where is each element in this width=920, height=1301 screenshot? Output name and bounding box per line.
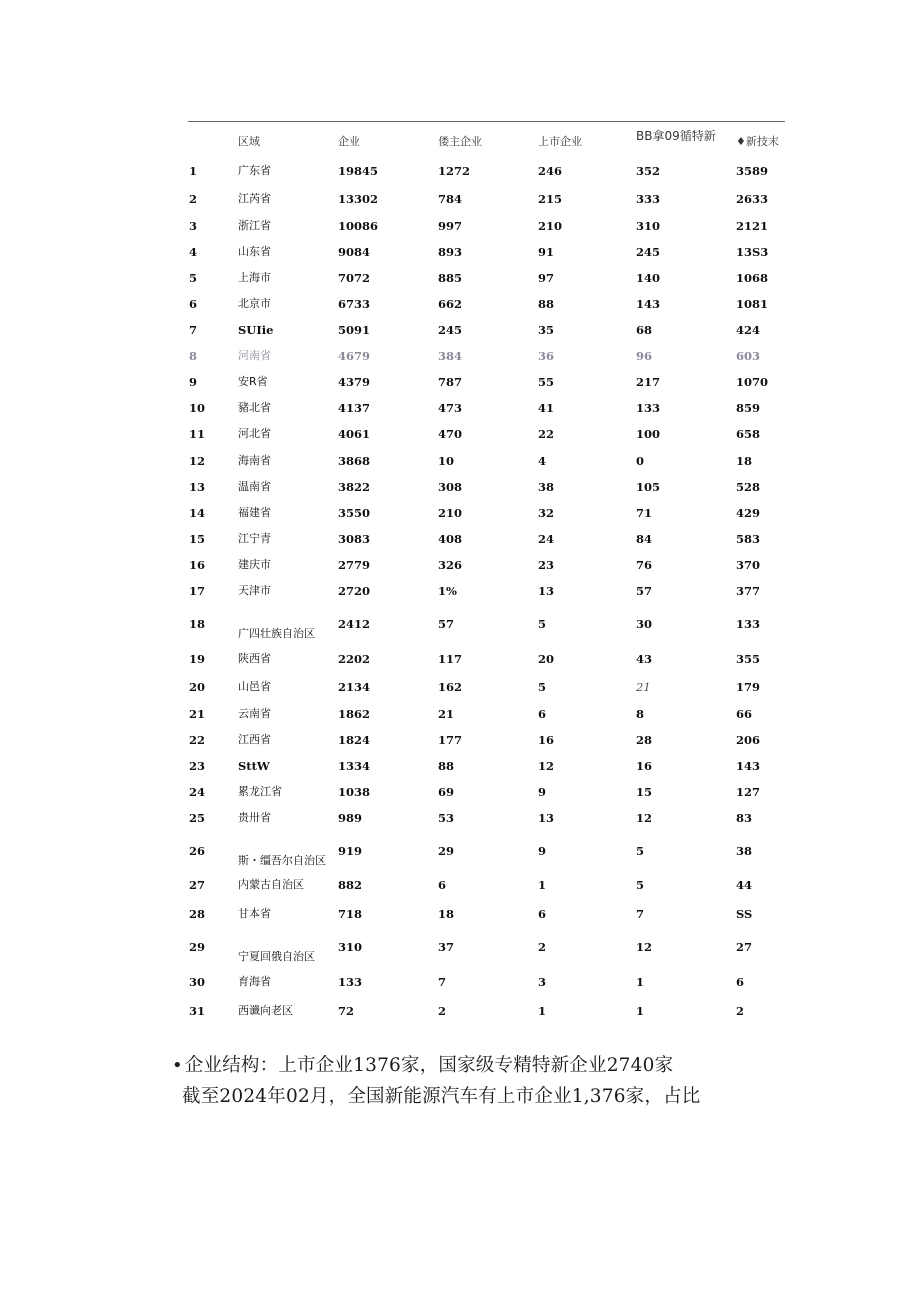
cell-rank: 7	[189, 323, 198, 337]
cell-high-tech: 27	[736, 940, 753, 954]
cell-key-enterprises: 21	[438, 707, 455, 721]
cell-key-enterprises: 893	[438, 245, 463, 259]
cell-enterprises: 718	[338, 907, 363, 921]
cell-specialized: 96	[636, 349, 653, 363]
cell-specialized: 140	[636, 271, 661, 285]
cell-listed: 91	[538, 245, 555, 259]
header-specialized: BB拿09循特新	[636, 129, 716, 143]
cell-key-enterprises: 384	[438, 349, 463, 363]
cell-key-enterprises: 473	[438, 401, 463, 415]
cell-rank: 2	[189, 192, 198, 206]
cell-region: 江西省	[238, 733, 271, 746]
cell-enterprises: 4679	[338, 349, 371, 363]
cell-specialized: 1	[636, 975, 645, 989]
cell-rank: 11	[189, 427, 206, 441]
cell-enterprises: 3868	[338, 454, 371, 468]
cell-listed: 16	[538, 733, 555, 747]
paragraph-line-1	[172, 1051, 673, 1077]
paragraph-line-2: 截至2024年02月，全国新能源汽车有上市企业1,376家，占比	[182, 1086, 701, 1107]
table-row	[0, 784, 920, 806]
cell-enterprises: 2779	[338, 558, 371, 572]
cell-specialized: 133	[636, 401, 661, 415]
header-enterprises: 企业	[338, 135, 360, 148]
cell-specialized: 7	[636, 907, 645, 921]
cell-high-tech: SS	[736, 907, 753, 921]
cell-listed: 5	[538, 680, 547, 694]
cell-listed: 38	[538, 480, 555, 494]
cell-region: 陕西省	[238, 652, 271, 665]
cell-specialized: 12	[636, 811, 653, 825]
cell-high-tech: 133	[736, 617, 761, 631]
table-row	[0, 906, 920, 928]
cell-enterprises: 10086	[338, 219, 379, 233]
cell-region: 云南省	[238, 707, 271, 720]
cell-region: 西谶向老区	[238, 1004, 293, 1017]
cell-region: 斯・缰吾尔自治区	[238, 854, 326, 867]
table-row	[0, 479, 920, 501]
table-row	[0, 877, 920, 899]
cell-high-tech: 355	[736, 652, 761, 666]
cell-key-enterprises: 2	[438, 1004, 447, 1018]
cell-rank: 25	[189, 811, 206, 825]
cell-region: 豬北省	[238, 401, 271, 414]
cell-enterprises: 2720	[338, 584, 371, 598]
table-row	[0, 426, 920, 448]
cell-rank: 18	[189, 617, 206, 631]
cell-specialized: 84	[636, 532, 653, 546]
cell-high-tech: 2	[736, 1004, 745, 1018]
header-key-enterprises: 偻主企业	[438, 135, 482, 148]
cell-high-tech: 179	[736, 680, 761, 694]
table-row	[0, 296, 920, 318]
bullet-icon: •	[172, 1055, 183, 1076]
cell-listed: 215	[538, 192, 563, 206]
cell-enterprises: 4379	[338, 375, 371, 389]
cell-rank: 16	[189, 558, 206, 572]
cell-rank: 31	[189, 1004, 206, 1018]
cell-enterprises: 882	[338, 878, 363, 892]
cell-listed: 6	[538, 707, 547, 721]
cell-high-tech: 2633	[736, 192, 769, 206]
table-row	[0, 531, 920, 553]
cell-listed: 246	[538, 164, 563, 178]
cell-enterprises: 5091	[338, 323, 371, 337]
cell-region: 内蒙古自治区	[238, 878, 304, 891]
cell-listed: 2	[538, 940, 547, 954]
cell-key-enterprises: 177	[438, 733, 463, 747]
cell-listed: 9	[538, 844, 547, 858]
cell-high-tech: 3589	[736, 164, 769, 178]
cell-key-enterprises: 29	[438, 844, 455, 858]
cell-enterprises: 1038	[338, 785, 371, 799]
table-row	[0, 843, 920, 865]
cell-key-enterprises: 662	[438, 297, 463, 311]
cell-enterprises: 989	[338, 811, 363, 825]
cell-region: SUIie	[238, 323, 274, 337]
cell-region: 山邑省	[238, 680, 271, 693]
cell-key-enterprises: 117	[438, 652, 463, 666]
cell-specialized: 21	[636, 680, 651, 694]
cell-high-tech: 603	[736, 349, 761, 363]
cell-enterprises: 2202	[338, 652, 371, 666]
cell-rank: 28	[189, 907, 206, 921]
cell-rank: 12	[189, 454, 206, 468]
table-row	[0, 557, 920, 579]
cell-rank: 29	[189, 940, 206, 954]
cell-high-tech: 6	[736, 975, 745, 989]
cell-key-enterprises: 885	[438, 271, 463, 285]
cell-specialized: 30	[636, 617, 653, 631]
cell-high-tech: 18	[736, 454, 753, 468]
cell-key-enterprises: 69	[438, 785, 455, 799]
cell-rank: 27	[189, 878, 206, 892]
cell-region: 宁夏回俄自治区	[238, 950, 315, 963]
cell-region: 甘本省	[238, 907, 271, 920]
cell-region: 江宁青	[238, 532, 271, 545]
cell-specialized: 5	[636, 878, 645, 892]
cell-specialized: 57	[636, 584, 653, 598]
cell-listed: 5	[538, 617, 547, 631]
cell-specialized: 12	[636, 940, 653, 954]
cell-high-tech: 859	[736, 401, 761, 415]
cell-rank: 13	[189, 480, 206, 494]
cell-listed: 3	[538, 975, 547, 989]
header-region: 区域	[238, 135, 260, 148]
cell-region: 累龙江省	[238, 785, 282, 798]
table-row	[0, 348, 920, 370]
cell-rank: 15	[189, 532, 206, 546]
cell-region: 建庆市	[238, 558, 271, 571]
cell-listed: 1	[538, 1004, 547, 1018]
cell-region: 安R省	[238, 375, 268, 388]
cell-listed: 210	[538, 219, 563, 233]
table-row	[0, 218, 920, 240]
cell-listed: 36	[538, 349, 555, 363]
cell-high-tech: 377	[736, 584, 761, 598]
cell-specialized: 71	[636, 506, 653, 520]
cell-enterprises: 72	[338, 1004, 355, 1018]
cell-specialized: 100	[636, 427, 661, 441]
cell-high-tech: 658	[736, 427, 761, 441]
header-listed-enterprises: 上市企业	[538, 135, 582, 148]
cell-specialized: 217	[636, 375, 661, 389]
cell-key-enterprises: 57	[438, 617, 455, 631]
cell-listed: 88	[538, 297, 555, 311]
table-row	[0, 270, 920, 292]
table-row	[0, 732, 920, 754]
cell-region: 福建省	[238, 506, 271, 519]
cell-high-tech: 429	[736, 506, 761, 520]
cell-rank: 9	[189, 375, 198, 389]
cell-key-enterprises: 210	[438, 506, 463, 520]
cell-enterprises: 19845	[338, 164, 379, 178]
cell-specialized: 76	[636, 558, 653, 572]
cell-specialized: 8	[636, 707, 645, 721]
cell-listed: 13	[538, 584, 555, 598]
cell-key-enterprises: 308	[438, 480, 463, 494]
table-row	[0, 758, 920, 780]
cell-specialized: 43	[636, 652, 653, 666]
cell-key-enterprises: 245	[438, 323, 463, 337]
cell-specialized: 15	[636, 785, 653, 799]
table-row	[0, 706, 920, 728]
table-row	[0, 679, 920, 701]
table-row	[0, 810, 920, 832]
cell-enterprises: 133	[338, 975, 363, 989]
cell-region: 育海省	[238, 975, 271, 988]
cell-rank: 26	[189, 844, 206, 858]
cell-rank: 21	[189, 707, 206, 721]
cell-specialized: 0	[636, 454, 645, 468]
table-row	[0, 244, 920, 266]
cell-key-enterprises: 1%	[438, 584, 457, 598]
cell-rank: 5	[189, 271, 198, 285]
cell-key-enterprises: 784	[438, 192, 463, 206]
cell-high-tech: 424	[736, 323, 761, 337]
cell-key-enterprises: 18	[438, 907, 455, 921]
cell-enterprises: 1334	[338, 759, 371, 773]
paragraph-line-1-text: 企业结构：上市企业1376家，国家级专精特新企业2740家	[184, 1055, 674, 1076]
table-row	[0, 400, 920, 422]
header-high-tech: ♦新技末	[736, 135, 779, 148]
cell-high-tech: 44	[736, 878, 753, 892]
cell-listed: 20	[538, 652, 555, 666]
cell-rank: 23	[189, 759, 206, 773]
cell-key-enterprises: 787	[438, 375, 463, 389]
cell-listed: 13	[538, 811, 555, 825]
cell-enterprises: 1824	[338, 733, 371, 747]
cell-key-enterprises: 470	[438, 427, 463, 441]
cell-listed: 41	[538, 401, 555, 415]
cell-high-tech: 143	[736, 759, 761, 773]
table-row	[0, 191, 920, 213]
cell-listed: 6	[538, 907, 547, 921]
cell-listed: 32	[538, 506, 555, 520]
cell-key-enterprises: 997	[438, 219, 463, 233]
cell-enterprises: 1862	[338, 707, 371, 721]
cell-high-tech: 583	[736, 532, 761, 546]
table-row	[0, 374, 920, 396]
cell-region: 河南省	[238, 349, 271, 362]
cell-listed: 22	[538, 427, 555, 441]
cell-rank: 1	[189, 164, 198, 178]
cell-region: 贵卅省	[238, 811, 271, 824]
cell-listed: 12	[538, 759, 555, 773]
cell-listed: 23	[538, 558, 555, 572]
cell-listed: 35	[538, 323, 555, 337]
cell-high-tech: 206	[736, 733, 761, 747]
cell-specialized: 16	[636, 759, 653, 773]
cell-key-enterprises: 6	[438, 878, 447, 892]
cell-key-enterprises: 37	[438, 940, 455, 954]
cell-region: 江芮省	[238, 192, 271, 205]
cell-key-enterprises: 10	[438, 454, 455, 468]
cell-region: 广东省	[238, 164, 271, 177]
cell-region: 海南省	[238, 454, 271, 467]
cell-enterprises: 3822	[338, 480, 371, 494]
cell-rank: 19	[189, 652, 206, 666]
cell-rank: 24	[189, 785, 206, 799]
cell-enterprises: 7072	[338, 271, 371, 285]
cell-high-tech: 127	[736, 785, 761, 799]
cell-enterprises: 9084	[338, 245, 371, 259]
cell-enterprises: 2134	[338, 680, 371, 694]
cell-enterprises: 4137	[338, 401, 371, 415]
cell-high-tech: 528	[736, 480, 761, 494]
cell-region: SttW	[238, 759, 270, 773]
cell-key-enterprises: 53	[438, 811, 455, 825]
cell-rank: 20	[189, 680, 206, 694]
cell-rank: 30	[189, 975, 206, 989]
cell-region: 河北省	[238, 427, 271, 440]
cell-listed: 24	[538, 532, 555, 546]
cell-listed: 97	[538, 271, 555, 285]
cell-high-tech: 83	[736, 811, 753, 825]
cell-rank: 6	[189, 297, 198, 311]
cell-enterprises: 3550	[338, 506, 371, 520]
cell-region: 温南省	[238, 480, 271, 493]
cell-specialized: 310	[636, 219, 661, 233]
cell-listed: 4	[538, 454, 547, 468]
cell-rank: 10	[189, 401, 206, 415]
table-row	[0, 939, 920, 961]
table-row	[0, 322, 920, 344]
cell-key-enterprises: 88	[438, 759, 455, 773]
cell-enterprises: 919	[338, 844, 363, 858]
cell-region: 浙江省	[238, 219, 271, 232]
table-row	[0, 974, 920, 996]
cell-region: 广四壮族自治区	[238, 627, 315, 640]
cell-key-enterprises: 408	[438, 532, 463, 546]
cell-specialized: 28	[636, 733, 653, 747]
table-row	[0, 616, 920, 638]
cell-key-enterprises: 162	[438, 680, 463, 694]
cell-high-tech: 2121	[736, 219, 769, 233]
table-row	[0, 453, 920, 475]
cell-key-enterprises: 1272	[438, 164, 471, 178]
table-row	[0, 1003, 920, 1025]
cell-key-enterprises: 326	[438, 558, 463, 572]
cell-listed: 1	[538, 878, 547, 892]
cell-specialized: 143	[636, 297, 661, 311]
table-row	[0, 651, 920, 673]
cell-enterprises: 310	[338, 940, 363, 954]
table-row	[0, 583, 920, 605]
cell-high-tech: 1068	[736, 271, 769, 285]
cell-specialized: 245	[636, 245, 661, 259]
cell-specialized: 1	[636, 1004, 645, 1018]
table-row	[0, 163, 920, 185]
cell-listed: 9	[538, 785, 547, 799]
cell-rank: 17	[189, 584, 206, 598]
cell-region: 北京市	[238, 297, 271, 310]
cell-enterprises: 4061	[338, 427, 371, 441]
cell-enterprises: 6733	[338, 297, 371, 311]
cell-region: 天津市	[238, 584, 271, 597]
cell-region: 上海市	[238, 271, 271, 284]
cell-key-enterprises: 7	[438, 975, 447, 989]
cell-specialized: 105	[636, 480, 661, 494]
cell-rank: 8	[189, 349, 198, 363]
cell-high-tech: 13S3	[736, 245, 769, 259]
cell-enterprises: 13302	[338, 192, 379, 206]
cell-region: 山东省	[238, 245, 271, 258]
cell-listed: 55	[538, 375, 555, 389]
cell-specialized: 68	[636, 323, 653, 337]
cell-specialized: 333	[636, 192, 661, 206]
cell-high-tech: 370	[736, 558, 761, 572]
table-row	[0, 505, 920, 527]
cell-enterprises: 3083	[338, 532, 371, 546]
cell-rank: 22	[189, 733, 206, 747]
cell-rank: 14	[189, 506, 206, 520]
cell-specialized: 352	[636, 164, 661, 178]
cell-high-tech: 1081	[736, 297, 769, 311]
cell-high-tech: 38	[736, 844, 753, 858]
cell-specialized: 5	[636, 844, 645, 858]
cell-rank: 3	[189, 219, 198, 233]
cell-high-tech: 1070	[736, 375, 769, 389]
cell-enterprises: 2412	[338, 617, 371, 631]
cell-rank: 4	[189, 245, 198, 259]
cell-high-tech: 66	[736, 707, 753, 721]
